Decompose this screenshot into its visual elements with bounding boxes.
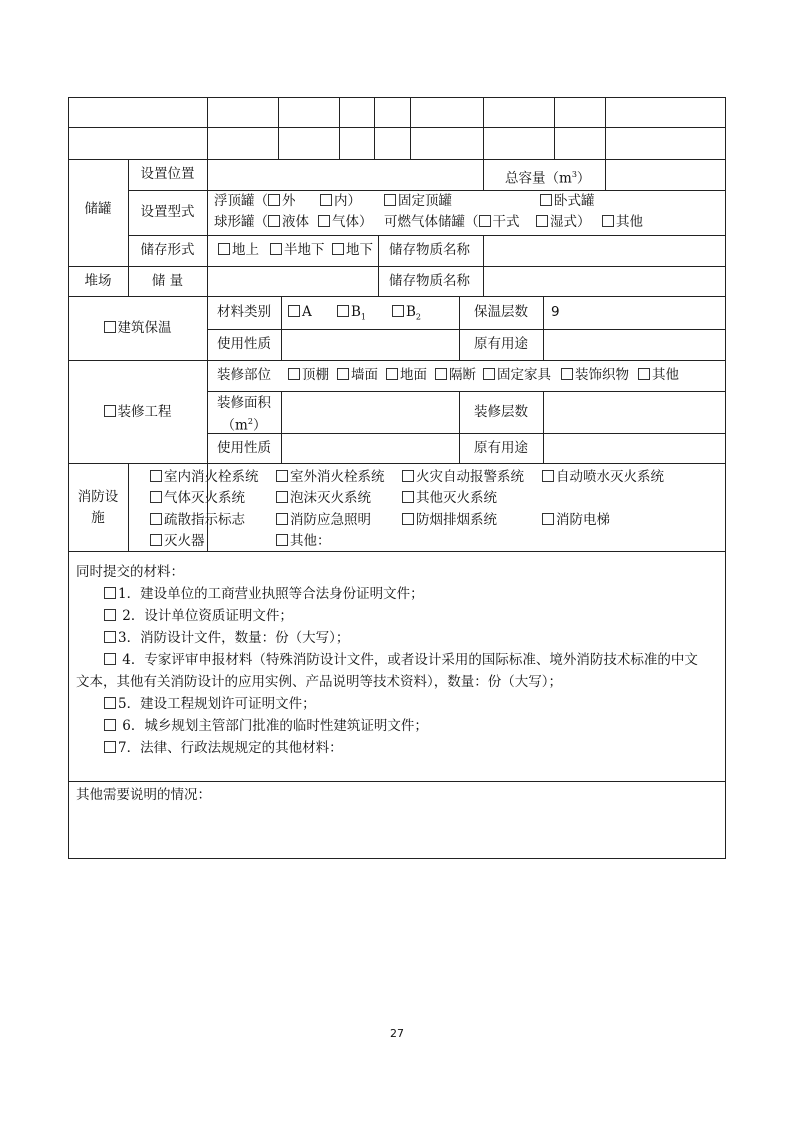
material-item: 2．设计单位资质证明文件；: [104, 606, 293, 628]
decoration-usage-label: 使用性质: [217, 440, 271, 456]
insulation-original-use-label: 原有用途: [474, 336, 528, 352]
layers-label: 保温层数: [474, 304, 528, 320]
checkbox[interactable]: [104, 321, 116, 333]
material-item: 5．建设工程规划许可证明文件；: [104, 694, 316, 716]
yard-label: 堆场: [84, 273, 112, 289]
checkbox[interactable]: [104, 719, 116, 731]
checkbox[interactable]: [602, 215, 614, 227]
checkbox[interactable]: [288, 368, 300, 380]
material-item: 4．专家评审申报材料（特殊消防设计文件，或者设计采用的国际标准、境外消防技术标准的中文: [104, 650, 698, 672]
checkbox[interactable]: [276, 470, 288, 482]
checkbox[interactable]: [104, 587, 116, 599]
checkbox[interactable]: [542, 513, 554, 525]
yard-volume-label: 储 量: [151, 273, 184, 289]
checkbox[interactable]: [435, 368, 447, 380]
checkbox[interactable]: [276, 534, 288, 546]
checkbox[interactable]: [150, 491, 162, 503]
checkbox[interactable]: [337, 368, 349, 380]
checkbox[interactable]: [276, 491, 288, 503]
checkbox[interactable]: [150, 534, 162, 546]
layers-value: 9: [551, 304, 560, 320]
checkbox[interactable]: [104, 609, 116, 621]
insulation-usage-label: 使用性质: [217, 336, 271, 352]
checkbox[interactable]: [483, 368, 495, 380]
checkbox[interactable]: [320, 194, 332, 206]
page-number: 27: [390, 1027, 404, 1040]
material-item: 1．建设单位的工商营业执照等合法身份证明文件；: [104, 584, 424, 606]
checkbox[interactable]: [150, 513, 162, 525]
type-row-2: 球形罐（ 液体: [214, 214, 309, 230]
checkbox[interactable]: [270, 243, 282, 255]
checkbox[interactable]: [150, 470, 162, 482]
substance-label: 储存物质名称: [389, 242, 470, 258]
other-notes-label: 其他需要说明的情况：: [76, 787, 211, 803]
checkbox[interactable]: [104, 697, 116, 709]
checkbox[interactable]: [386, 368, 398, 380]
type-label: 设置型式: [140, 204, 195, 220]
checkbox[interactable]: [542, 470, 554, 482]
materials-title: 同时提交的材料：: [76, 564, 184, 580]
checkbox[interactable]: [638, 368, 650, 380]
fire-facilities-label-2: 施: [91, 510, 105, 526]
checkbox[interactable]: [104, 741, 116, 753]
decoration-parts-label: 装修部位: [217, 367, 271, 383]
checkbox[interactable]: [402, 513, 414, 525]
checkbox[interactable]: [268, 194, 280, 206]
checkbox[interactable]: [318, 215, 330, 227]
checkbox[interactable]: [561, 368, 573, 380]
checkbox[interactable]: [104, 631, 116, 643]
yard-substance-label: 储存物质名称: [389, 273, 470, 289]
checkbox[interactable]: [392, 305, 404, 317]
checkbox[interactable]: [402, 470, 414, 482]
checkbox[interactable]: [540, 194, 552, 206]
checkbox[interactable]: [104, 405, 116, 417]
checkbox[interactable]: [332, 243, 344, 255]
fire-facilities-label-1: 消防设: [77, 489, 119, 505]
capacity-label: 总容量$(m^3)$: [505, 170, 591, 187]
decoration-area-label: 装修面积: [217, 395, 271, 411]
checkbox[interactable]: [337, 305, 349, 317]
material-item: 7．法律、行政法规规定的其他材料：: [104, 738, 343, 760]
checkbox[interactable]: [384, 194, 396, 206]
decoration-floors-label: 装修层数: [474, 404, 528, 420]
checkbox[interactable]: [479, 215, 491, 227]
type-row-1: 浮顶罐（ 外: [214, 193, 296, 209]
checkbox[interactable]: [288, 305, 300, 317]
checkbox[interactable]: [268, 215, 280, 227]
application-form-table: 储罐 设置位置 总容量$(m^3)$ 设置型式 浮顶罐（ 外 内） 固定顶罐 卧式罐 球形罐（ 液体 气体） 可燃气体储罐（ 干式 湿式） 其他 储存形式 地上 半地下 地下 储存物质名称 堆场 储 量 储存物质名称 建筑保温 材料类别 A $B_1$ $B_2$ 保温层数 9 使用性质 原有用途 装修工程 装修部位 顶棚 墙面 地面 隔断 固定家具 装饰织物 其他 装修面积 $(m^2)$ 装修层数 使用性质 原有用途 消防设 施 室内消火栓系统 室外消火栓系统 火灾自动报警系统 自动喷水灭火系统 气体灭火系统 泡沫灭火系统 其他灭火系统 疏散指示标志 消防应急照明 防烟排烟系统 消防电梯 灭火器 其他： 同时提交的材料： 1．建设单位的工商营业执照等合法身份证明文件； 2．设计单位资质证明文件； 3．消防设计文件，数量：份（大写）； 4．专家评审申报材料（特殊消防设计文件，或者设计采用的国际标准、境外消防技术标准的中文 文本，其他有关消防设计的应用实例、产品说明等技术资料），数量：份（大写）； 5．建设工程规划许可证明文件； 6．城乡规划主管部门批准的临时性建筑证明文件； 7．法律、行政法规规定的其他材料： 其他需要说明的情况：: [68, 97, 726, 859]
material-item: 6．城乡规划主管部门批准的临时性建筑证明文件；: [104, 716, 428, 738]
decoration-original-use-label: 原有用途: [474, 440, 528, 456]
storage-form-label: 储存形式: [140, 242, 195, 258]
material-label: 材料类别: [217, 304, 271, 320]
material-item: 3．消防设计文件，数量：份（大写）；: [104, 628, 349, 650]
decoration-area-unit: $(m^2)$: [221, 417, 267, 434]
checkbox[interactable]: [104, 653, 116, 665]
checkbox[interactable]: [218, 243, 230, 255]
checkbox[interactable]: [276, 513, 288, 525]
decoration-label: 装修工程: [68, 404, 207, 421]
insulation-label: 建筑保温: [68, 320, 207, 337]
checkbox[interactable]: [402, 491, 414, 503]
location-label: 设置位置: [140, 166, 195, 182]
checkbox[interactable]: [536, 215, 548, 227]
storage-tank-label: 储罐: [84, 201, 112, 217]
material-item-continuation: 文本，其他有关消防设计的应用实例、产品说明等技术资料），数量：份（大写）；: [76, 674, 562, 690]
